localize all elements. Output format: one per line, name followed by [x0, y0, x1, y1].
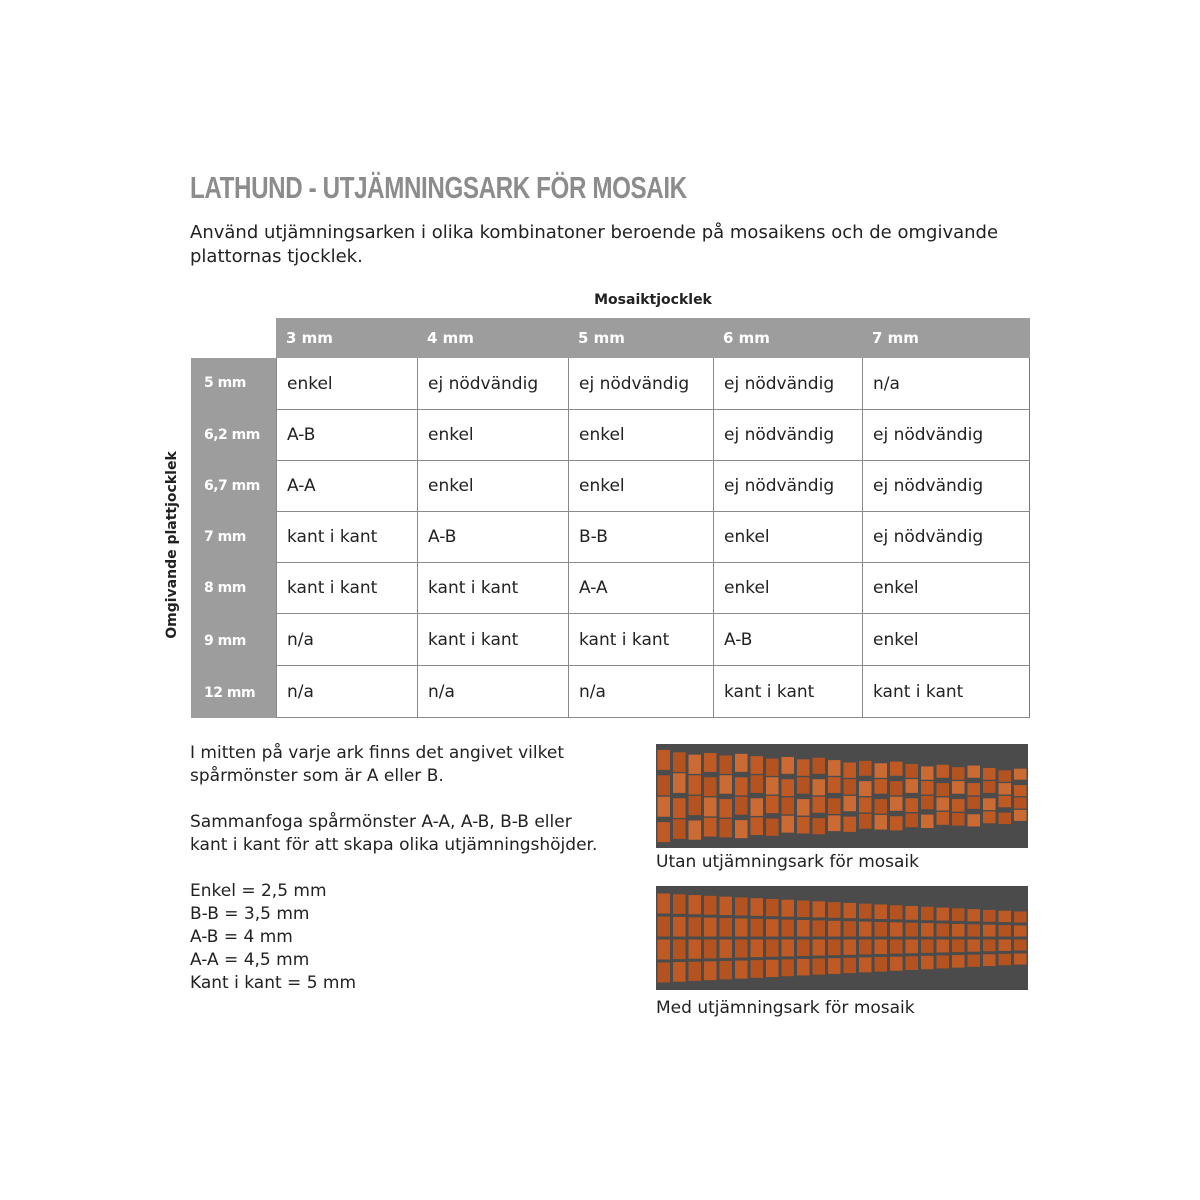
mosaic-tile	[689, 796, 702, 815]
mosaic-tile	[844, 958, 857, 973]
mosaic-tile	[844, 903, 857, 918]
mosaic-tile	[782, 757, 795, 774]
mosaic-tile	[813, 901, 826, 917]
table-cell: kant i kant	[417, 614, 568, 666]
mosaic-tile	[782, 900, 795, 917]
mosaic-tile	[673, 940, 686, 960]
mosaic-tile	[782, 940, 795, 957]
list-item: A-A = 4,5 mm	[190, 950, 310, 970]
mosaic-tile	[766, 919, 779, 936]
mosaic-tile	[921, 940, 934, 953]
mosaic-tile	[906, 779, 919, 793]
mosaic-tile	[952, 799, 965, 812]
mosaic-tile	[689, 962, 702, 981]
mosaic-tile	[890, 940, 903, 954]
mosaic-tile	[1014, 769, 1027, 780]
mosaic-tile	[704, 961, 717, 980]
mosaic-tile	[844, 817, 857, 832]
photo-with-leveling	[656, 886, 1028, 990]
mosaic-tile	[828, 760, 841, 776]
list-item: Kant i kant = 5 mm	[190, 973, 357, 993]
table-cell: ej nödvändig	[862, 512, 1030, 563]
mosaic-tile	[720, 961, 733, 979]
mosaic-tile	[921, 907, 934, 920]
mosaic-tile	[813, 959, 826, 975]
mosaic-tile	[875, 904, 888, 919]
mosaic-tile	[658, 917, 671, 937]
mosaic-tile	[828, 777, 841, 793]
mosaic-tile	[906, 798, 919, 812]
caption-with: Med utjämningsark för mosaik	[656, 998, 915, 1018]
table-cell: enkel	[862, 563, 1030, 614]
mosaic-tile	[952, 924, 965, 937]
mosaic-tile	[968, 924, 981, 936]
mosaic-tile	[704, 798, 717, 817]
mosaic-tile	[999, 925, 1012, 936]
mosaic-tile	[968, 909, 981, 921]
mosaic-tile	[751, 919, 764, 937]
mosaic-tile	[999, 770, 1012, 781]
column-header: 6 mm	[723, 329, 770, 347]
mosaic-tile	[766, 819, 779, 836]
table-cell: kant i kant	[276, 563, 417, 614]
mosaic-tile	[875, 922, 888, 937]
mosaic-tile	[797, 940, 810, 956]
row-header: 7 mm	[204, 529, 246, 545]
mosaic-tile	[689, 755, 702, 774]
mosaic-tile	[735, 940, 748, 958]
row-group-label: Omgivande plattjocklek	[164, 451, 180, 639]
mosaic-tile	[890, 797, 903, 811]
mosaic-tile	[844, 940, 857, 955]
mosaic-tile	[906, 940, 919, 954]
mosaic-tile	[968, 940, 981, 952]
mosaic-tile	[844, 762, 857, 777]
mosaic-tile	[999, 783, 1012, 794]
mosaic-tile	[890, 816, 903, 830]
mosaic-tile	[983, 768, 996, 780]
column-header: 3 mm	[286, 329, 333, 347]
mosaic-tile	[782, 816, 795, 833]
mosaic-tile	[921, 923, 934, 936]
mosaic-tile	[999, 911, 1012, 922]
mosaic-tile	[952, 955, 965, 968]
mosaic-tile	[921, 796, 934, 809]
table-cell: n/a	[276, 666, 417, 718]
table-cell: enkel	[713, 512, 862, 563]
mosaic-tile	[658, 894, 671, 914]
table-cell: enkel	[568, 461, 713, 512]
table-cell: enkel	[862, 614, 1030, 666]
mosaic-tile	[782, 798, 795, 815]
mosaic-tile	[859, 781, 872, 796]
column-group-label: Mosaiktjocklek	[594, 292, 712, 308]
mosaic-tile	[658, 797, 671, 817]
mosaic-tile	[859, 940, 872, 955]
mosaic-tile	[1014, 810, 1027, 821]
mosaic-tile	[704, 940, 717, 959]
mosaic-tile	[906, 764, 919, 778]
mosaic-tile	[797, 920, 810, 936]
mosaic-tile	[813, 779, 826, 795]
table-cell: enkel	[276, 358, 417, 410]
mosaic-tile	[735, 918, 748, 936]
mosaic-tile	[999, 954, 1012, 965]
table-cell: kant i kant	[276, 512, 417, 563]
mosaic-tile	[828, 902, 841, 918]
mosaic-tile	[813, 818, 826, 834]
tile-illustration-uneven	[656, 744, 1028, 848]
mosaic-tile	[751, 775, 764, 793]
mosaic-tile	[751, 798, 764, 816]
lookup-table	[276, 358, 1030, 718]
mosaic-tile	[828, 940, 841, 956]
notes-paragraph: I mitten på varje ark finns det angivet vilket spårmönster som är A eller B.	[190, 743, 564, 786]
table-cell: A-A	[568, 563, 713, 614]
page-title: LATHUND - UTJÄMNINGSARK FÖR MOSAIK	[190, 170, 687, 205]
list-item: B-B = 3,5 mm	[190, 904, 310, 924]
mosaic-tile	[766, 777, 779, 794]
mosaic-tile	[983, 910, 996, 922]
caption-without: Utan utjämningsark för mosaik	[656, 852, 920, 872]
mosaic-tile	[968, 814, 981, 826]
mosaic-tile	[859, 761, 872, 776]
mosaic-tile	[937, 765, 950, 778]
mosaic-tile	[844, 779, 857, 794]
mosaic-tile	[658, 775, 671, 795]
mosaic-tile	[983, 925, 996, 937]
table-cell: enkel	[713, 563, 862, 614]
table-cell: enkel	[417, 410, 568, 461]
mosaic-tile	[735, 797, 748, 815]
mosaic-tile	[735, 777, 748, 795]
mosaic-tile	[890, 905, 903, 919]
mosaic-tile	[859, 922, 872, 937]
row-header: 6,7 mm	[204, 478, 260, 494]
mosaic-tile	[937, 798, 950, 811]
mosaic-tile	[720, 940, 733, 958]
column-header: 7 mm	[872, 329, 919, 347]
mosaic-tile	[720, 755, 733, 773]
mosaic-tile	[937, 924, 950, 937]
table-cell: ej nödvändig	[417, 358, 568, 410]
mosaic-tile	[999, 940, 1012, 951]
mosaic-tile	[1014, 798, 1027, 809]
mosaic-tile	[937, 812, 950, 825]
mosaic-tile	[875, 940, 888, 955]
mosaic-tile	[937, 783, 950, 796]
notes-section	[190, 742, 610, 995]
mosaic-tile	[999, 796, 1012, 807]
mosaic-tile	[813, 758, 826, 774]
mosaic-tile	[844, 796, 857, 811]
mosaic-tile	[906, 906, 919, 920]
mosaic-tile	[906, 923, 919, 937]
table-cell: n/a	[862, 358, 1030, 410]
table-cell: B-B	[568, 512, 713, 563]
mosaic-tile	[673, 752, 686, 772]
table-cell: ej nödvändig	[713, 358, 862, 410]
mosaic-tile	[983, 798, 996, 810]
table-cell: kant i kant	[862, 666, 1030, 718]
mosaic-tile	[968, 797, 981, 809]
mosaic-tile	[875, 815, 888, 830]
mosaic-tile	[658, 963, 671, 983]
mosaic-tile	[828, 958, 841, 974]
mosaic-tile	[813, 940, 826, 956]
table-cell: kant i kant	[568, 614, 713, 666]
mosaic-tile	[859, 814, 872, 829]
mosaic-tile	[828, 921, 841, 937]
column-header: 4 mm	[427, 329, 474, 347]
mosaic-tile	[673, 917, 686, 937]
mosaic-tile	[673, 894, 686, 914]
mosaic-tile	[751, 940, 764, 958]
row-header: 12 mm	[204, 685, 256, 701]
table-cell: A-A	[276, 461, 417, 512]
mosaic-tile	[952, 781, 965, 794]
mosaic-tile	[689, 775, 702, 794]
mosaic-tile	[813, 797, 826, 813]
row-header-column	[191, 358, 276, 718]
table-cell: enkel	[568, 410, 713, 461]
table-cell: n/a	[276, 614, 417, 666]
mosaic-tile	[720, 819, 733, 837]
mosaic-tile	[921, 766, 934, 779]
list-item: Enkel = 2,5 mm	[190, 881, 327, 901]
mosaic-tile	[813, 920, 826, 936]
photo-without-leveling	[656, 744, 1028, 848]
table-cell: A-B	[276, 410, 417, 461]
mosaic-tile	[1014, 940, 1027, 951]
mosaic-tile	[751, 898, 764, 916]
mosaic-tile	[766, 960, 779, 977]
mosaic-tile	[751, 756, 764, 774]
mosaic-tile	[751, 817, 764, 835]
table-cell: ej nödvändig	[862, 410, 1030, 461]
mosaic-tile	[673, 798, 686, 818]
mosaic-tile	[689, 895, 702, 914]
mosaic-tile	[999, 813, 1012, 824]
table-cell: ej nödvändig	[862, 461, 1030, 512]
mosaic-tile	[937, 955, 950, 968]
mosaic-tile	[890, 762, 903, 776]
mosaic-tile	[1014, 785, 1027, 796]
mosaic-tile	[859, 904, 872, 919]
mosaic-tile	[704, 818, 717, 837]
mosaic-tile	[766, 759, 779, 776]
mosaic-tile	[782, 959, 795, 976]
mosaic-tile	[983, 811, 996, 823]
mosaic-tile	[921, 781, 934, 794]
mosaic-tile	[735, 820, 748, 838]
table-cell: kant i kant	[417, 563, 568, 614]
intro-text: Använd utjämningsarken i olika kombinatoner beroende på mosaikens och de omgivande plattornas tjocklek.	[190, 222, 999, 267]
table-cell: A-B	[417, 512, 568, 563]
mosaic-tile	[735, 754, 748, 772]
mosaic-tile	[797, 777, 810, 793]
mosaic-tile	[658, 822, 671, 842]
table-cell: enkel	[417, 461, 568, 512]
mosaic-tile	[828, 815, 841, 831]
mosaic-tile	[797, 959, 810, 975]
mosaic-tile	[875, 763, 888, 778]
mosaic-tile	[1014, 912, 1027, 923]
thickness-list	[190, 880, 610, 995]
mosaic-tile	[875, 799, 888, 814]
mosaic-tile	[828, 798, 841, 814]
mosaic-tile	[673, 962, 686, 982]
mosaic-tile	[673, 819, 686, 839]
table-cell: ej nödvändig	[713, 410, 862, 461]
mosaic-tile	[720, 918, 733, 936]
mosaic-tile	[704, 918, 717, 937]
row-header: 5 mm	[204, 375, 246, 391]
mosaic-tile	[751, 960, 764, 978]
mosaic-tile	[766, 940, 779, 957]
table-cell: A-B	[713, 614, 862, 666]
mosaic-tile	[658, 940, 671, 960]
table-header-row	[276, 318, 1030, 358]
mosaic-tile	[766, 796, 779, 813]
mosaic-tile	[906, 813, 919, 827]
mosaic-tile	[704, 777, 717, 796]
mosaic-tile	[689, 821, 702, 840]
mosaic-tile	[983, 954, 996, 966]
mosaic-tile	[859, 798, 872, 813]
table-cell: n/a	[568, 666, 713, 718]
table-cell: n/a	[417, 666, 568, 718]
mosaic-tile	[890, 781, 903, 795]
mosaic-tile	[1014, 926, 1027, 937]
mosaic-tile	[875, 779, 888, 794]
mosaic-tile	[952, 908, 965, 921]
mosaic-tile	[797, 817, 810, 833]
mosaic-tile	[983, 781, 996, 793]
mosaic-tile	[952, 813, 965, 826]
mosaic-tile	[797, 901, 810, 917]
mosaic-tile	[658, 750, 671, 770]
mosaic-tile	[689, 940, 702, 959]
mosaic-tile	[937, 940, 950, 953]
mosaic-tile	[844, 921, 857, 936]
mosaic-tile	[689, 917, 702, 936]
mosaic-tile	[782, 920, 795, 937]
mosaic-tile	[797, 759, 810, 775]
notes-paragraph: Sammanfoga spårmönster A-A, A-B, B-B eller kant i kant för att skapa olika utjämningshöjder.	[190, 812, 598, 855]
mosaic-tile	[937, 908, 950, 921]
row-header: 6,2 mm	[204, 427, 260, 443]
tile-illustration-even	[656, 886, 1028, 990]
mosaic-tile	[735, 961, 748, 979]
mosaic-tile	[968, 783, 981, 795]
mosaic-tile	[983, 940, 996, 952]
table-cell: ej nödvändig	[713, 461, 862, 512]
mosaic-tile	[968, 955, 981, 967]
mosaic-tile	[921, 815, 934, 828]
table-cell: ej nödvändig	[568, 358, 713, 410]
mosaic-tile	[890, 922, 903, 936]
mosaic-tile	[782, 779, 795, 796]
mosaic-tile	[952, 940, 965, 953]
table-cell: kant i kant	[713, 666, 862, 718]
mosaic-tile	[952, 767, 965, 780]
mosaic-tile	[1014, 954, 1027, 965]
mosaic-tile	[797, 799, 810, 815]
row-header: 8 mm	[204, 580, 246, 596]
mosaic-tile	[720, 897, 733, 915]
mosaic-tile	[704, 896, 717, 915]
row-header: 9 mm	[204, 633, 246, 649]
mosaic-tile	[890, 957, 903, 971]
mosaic-tile	[875, 957, 888, 972]
mosaic-tile	[704, 753, 717, 772]
mosaic-tile	[720, 799, 733, 817]
mosaic-tile	[968, 766, 981, 778]
mosaic-tile	[735, 897, 748, 915]
list-item: A-B = 4 mm	[190, 927, 293, 947]
mosaic-tile	[921, 956, 934, 969]
column-header: 5 mm	[578, 329, 625, 347]
mosaic-tile	[766, 899, 779, 916]
mosaic-tile	[673, 773, 686, 793]
mosaic-tile	[906, 956, 919, 970]
mosaic-tile	[720, 775, 733, 793]
mosaic-tile	[859, 957, 872, 972]
